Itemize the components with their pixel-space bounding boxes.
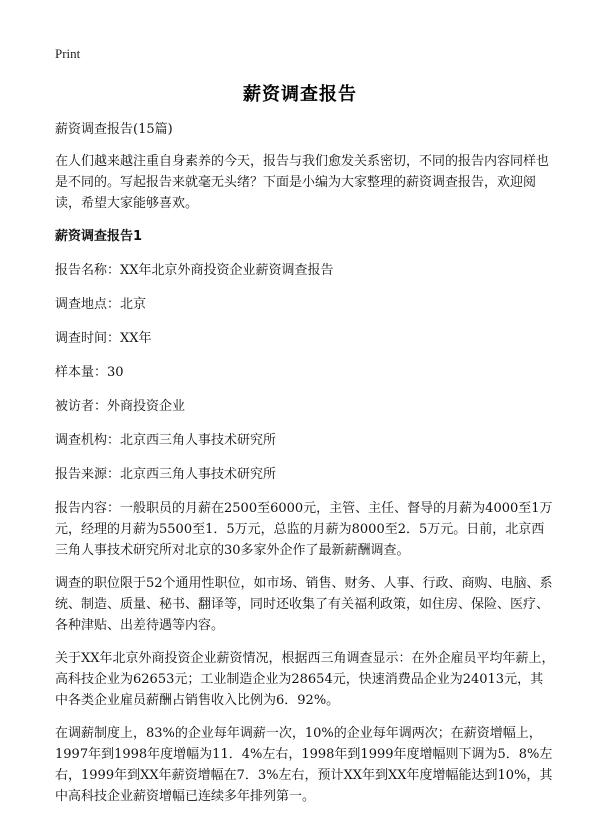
positions-paragraph: 调查的职位限于52个通用性职位，如市场、销售、财务、人事、行政、商购、电脑、系统、制造、质量、秘书、翻译等，同时还收集了有关福利政策，如住房、保险、医疗、各种津贴、出差待遇等内容。 (55, 576, 553, 633)
intro-paragraph: 在人们越来越注重自身素养的今天，报告与我们愈发关系密切，不同的报告内容同样也是不同的。写起报告来就毫无头绪？下面是小编为大家整理的薪资调查报告，欢迎阅读，希望大家能够喜欢。 (55, 154, 550, 211)
field-report-name: 报告名称：XX年北京外商投资企业薪资调查报告 (55, 263, 334, 278)
page-title: 薪资调查报告 (243, 84, 357, 105)
section-heading: 薪资调查报告1 (55, 229, 143, 244)
field-respondents: 被访者：外商投资企业 (55, 399, 186, 414)
print-link[interactable]: Print (55, 46, 81, 61)
report-content-paragraph: 报告内容：一般职员的月薪在2500至6000元，主管、主任、督导的月薪为4000至1万元，经理的月薪为5500至1．5万元，总监的月薪为8000至2．5万元。日前，北京西三角人事技术研究所对北京的30多家外企作了最新薪酬调查。 (55, 501, 553, 558)
field-source: 报告来源：北京西三角人事技术研究所 (55, 467, 277, 482)
field-location: 调查地点：北京 (55, 297, 147, 312)
field-institution: 调查机构：北京西三角人事技术研究所 (55, 433, 277, 448)
salary-findings-paragraph: 关于XX年北京外商投资企业薪资情况，根据西三角调查显示：在外企雇员平均年薪上，高科技企业为62653元；工业制造企业为28654元，快速消费品企业为24013元，其中各类企业雇员薪酬占销售收入比例为6．92%。 (55, 651, 555, 708)
document-subtitle: 薪资调查报告(15篇) (55, 122, 173, 137)
document-body (55, 119, 555, 819)
raise-policy-paragraph: 在调薪制度上，83%的企业每年调薪一次，10%的企业每年调两次；在薪资增幅上，1997年到1998年度增幅为11．4%左右，1998年到1999年度增幅则下调为5．8%左右，1999年到XX年薪资增幅在7．3%左右，预计XX年到XX年度增幅能达到10%，其中高科技企业薪资增幅已连续多年排列第一。 (55, 726, 553, 804)
field-time: 调查时间：XX年 (55, 331, 152, 346)
field-sample-size: 样本量：30 (55, 365, 124, 380)
